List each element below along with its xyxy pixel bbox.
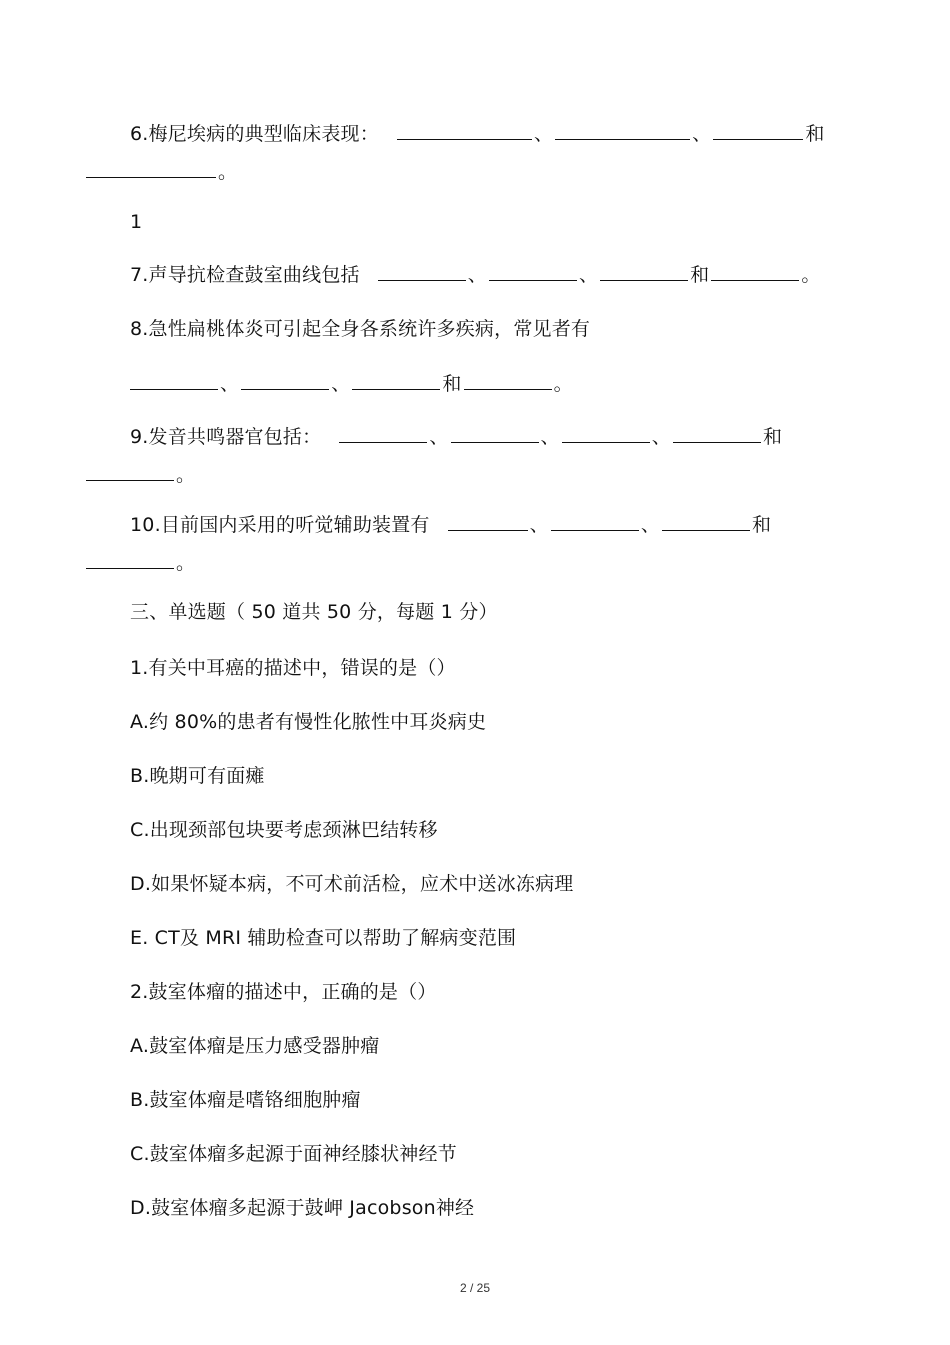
blank[interactable] [562,424,650,443]
separator: 、 [578,264,599,286]
blank[interactable] [555,121,690,140]
question-10 [130,512,771,538]
blank[interactable] [352,371,440,390]
question-9-continuation [86,462,195,488]
period: 。 [801,264,821,286]
mcq-option[interactable]: A.约 80%的患者有慢性化脓性中耳炎病史 [130,711,487,733]
page-separator: / [469,1281,474,1295]
separator: 、 [651,426,671,448]
blank[interactable] [130,371,218,390]
question-7 [130,262,821,288]
blank[interactable] [451,424,539,443]
blank[interactable] [241,371,329,390]
blank[interactable] [448,512,528,531]
conjunction: 和 [442,373,462,395]
separator: 、 [529,514,549,536]
blank[interactable] [713,121,803,140]
blank[interactable] [673,424,761,443]
blank[interactable] [551,512,639,531]
separator: 、 [331,373,351,395]
separator: 、 [429,426,449,448]
blank[interactable] [86,550,174,569]
blank[interactable] [600,262,688,281]
blank[interactable] [86,159,216,178]
separator: 、 [692,123,712,145]
period: 。 [176,464,196,486]
question-6 [130,121,825,147]
blank[interactable] [464,371,552,390]
blank[interactable] [339,424,427,443]
mcq-1-stem: 1.有关中耳癌的描述中，错误的是（） [130,657,456,679]
mcq-option[interactable]: A.鼓室体瘤是压力感受器肿瘤 [130,1035,380,1057]
stray-number: 1 [130,211,143,233]
question-6-continuation [86,159,237,185]
mcq-option[interactable]: C.出现颈部包块要考虑颈淋巴结转移 [130,819,438,841]
mcq-option[interactable]: C.鼓室体瘤多起源于面神经膝状神经节 [130,1143,457,1165]
question-7-label: 7.声导抗检查鼓室曲线包括 [130,264,360,286]
mcq-option[interactable]: B.鼓室体瘤是嗜铬细胞肿瘤 [130,1089,361,1111]
separator: 、 [220,373,240,395]
conjunction: 和 [762,426,783,448]
blank[interactable] [711,262,799,281]
separator: 、 [533,123,554,145]
mcq-option[interactable]: D.如果怀疑本病，不可术前活检，应术中送冰冻病理 [130,873,574,895]
section-heading: 三、单选题（ 50 道共 50 分，每题 1 分） [130,601,498,623]
separator: 、 [640,514,661,536]
question-6-label: 6.梅尼埃病的典型临床表现： [130,123,379,145]
conjunction: 和 [690,264,710,286]
blank[interactable] [662,512,750,531]
question-9 [130,424,782,450]
mcq-2-stem: 2.鼓室体瘤的描述中，正确的是（） [130,981,437,1003]
period: 。 [176,552,196,574]
mcq-option[interactable]: E. CT及 MRI 辅助检查可以帮助了解病变范围 [130,927,517,949]
question-9-label: 9.发音共鸣器官包括： [130,426,322,448]
blank[interactable] [397,121,532,140]
page-number [0,1281,950,1295]
period: 。 [553,373,573,395]
mcq-option[interactable]: D.鼓室体瘤多起源于鼓岬 Jacobson神经 [130,1197,475,1219]
blank[interactable] [378,262,466,281]
question-10-label: 10.目前国内采用的听觉辅助装置有 [130,514,430,536]
period: 。 [218,161,238,183]
conjunction: 和 [805,123,825,145]
page-total: 25 [476,1281,491,1295]
blank[interactable] [86,462,174,481]
page-current: 2 [459,1281,467,1295]
separator: 、 [540,426,560,448]
question-8-continuation [130,371,573,397]
blank[interactable] [489,262,577,281]
separator: 、 [467,264,487,286]
question-10-continuation [86,550,195,576]
conjunction: 和 [752,514,772,536]
question-8: 8.急性扁桃体炎可引起全身各系统许多疾病，常见者有 [130,318,591,340]
mcq-option[interactable]: B.晚期可有面瘫 [130,765,265,787]
